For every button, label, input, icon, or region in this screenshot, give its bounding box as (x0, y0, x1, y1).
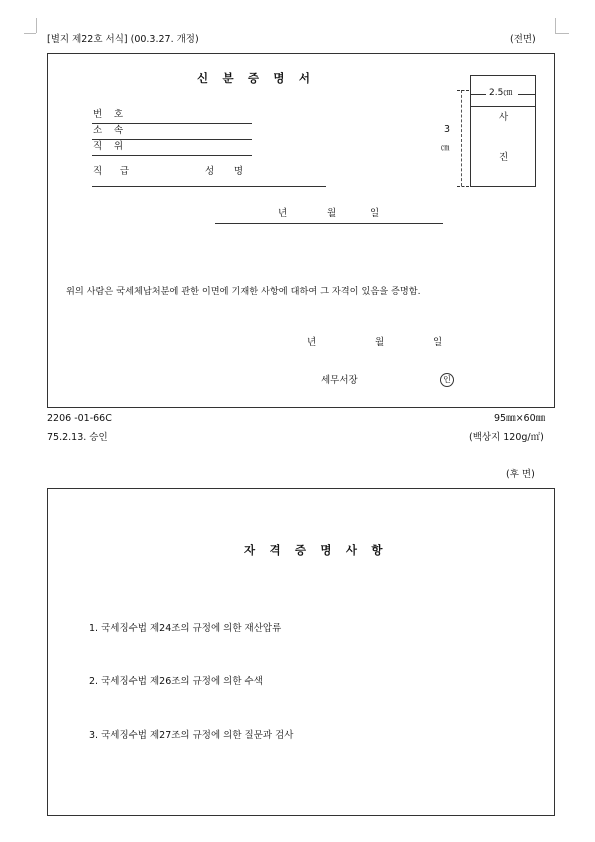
front-title: 신 분 증 명 서 (197, 71, 316, 85)
form-code: 2206 -01-66C (47, 413, 112, 424)
certification-statement: 위의 사람은 국세체납처분에 관한 이면에 기재한 사항에 대하여 그 자격이 있음을 증명함. (66, 286, 421, 297)
photo-height-unit: ㎝ (441, 143, 450, 153)
card-size: 95㎜×60㎜ (494, 413, 546, 424)
date1-day: 일 (370, 208, 380, 219)
field-department-label: 소 속 (93, 125, 123, 136)
crop-mark-top-left-v (36, 18, 37, 33)
date2-year: 년 (307, 337, 317, 348)
crop-mark-top-left-h (24, 33, 36, 34)
form-label: [별지 제22호 서식] (00.3.27. 개정) (47, 34, 199, 45)
photo-text-bottom: 진 (499, 152, 509, 163)
photo-inner-top (470, 106, 536, 107)
field-position-label: 직 위 (93, 141, 123, 152)
field-grade-label: 직 급 (93, 166, 129, 177)
side-label-back: (후 면) (506, 469, 535, 480)
field-number-label: 번 호 (93, 109, 123, 120)
date2-month: 월 (375, 337, 385, 348)
field-position-line (92, 155, 252, 156)
paper-spec: (백상지 120g/㎡) (469, 432, 544, 443)
photo-box (470, 75, 536, 187)
back-item-3: 3. 국세징수법 제27조의 규정에 의한 질문과 검사 (89, 730, 294, 741)
field-grade-name-line (92, 186, 326, 187)
photo-height-tick-top (457, 90, 469, 91)
issuer-label: 세무서장 (321, 375, 358, 386)
field-department-line (92, 139, 252, 140)
seal-text: 인 (443, 375, 451, 384)
back-item-1: 1. 국세징수법 제24조의 규정에 의한 재산압류 (89, 623, 282, 634)
photo-height-tick-bottom (457, 186, 469, 187)
photo-height-num: 3 (444, 124, 451, 135)
seal-mark (440, 373, 454, 387)
photo-height-dim-line (461, 90, 462, 186)
side-label-front: (전면) (510, 34, 536, 45)
photo-width-label: 2.5㎝ (489, 88, 513, 98)
date1-line (215, 223, 443, 224)
date1-year: 년 (278, 208, 288, 219)
back-item-2: 2. 국세징수법 제26조의 규정에 의한 수색 (89, 676, 263, 687)
photo-text-top: 사 (499, 112, 509, 123)
field-number-line (92, 123, 252, 124)
field-name-label: 성 명 (205, 166, 243, 177)
crop-mark-top-right-v (555, 18, 556, 33)
date1-month: 월 (327, 208, 337, 219)
approval-date: 75.2.13. 승인 (47, 432, 108, 443)
back-card (47, 488, 555, 816)
back-title: 자 격 증 명 사 항 (244, 543, 388, 557)
date2-day: 일 (433, 337, 443, 348)
crop-mark-top-right-h (555, 33, 569, 34)
